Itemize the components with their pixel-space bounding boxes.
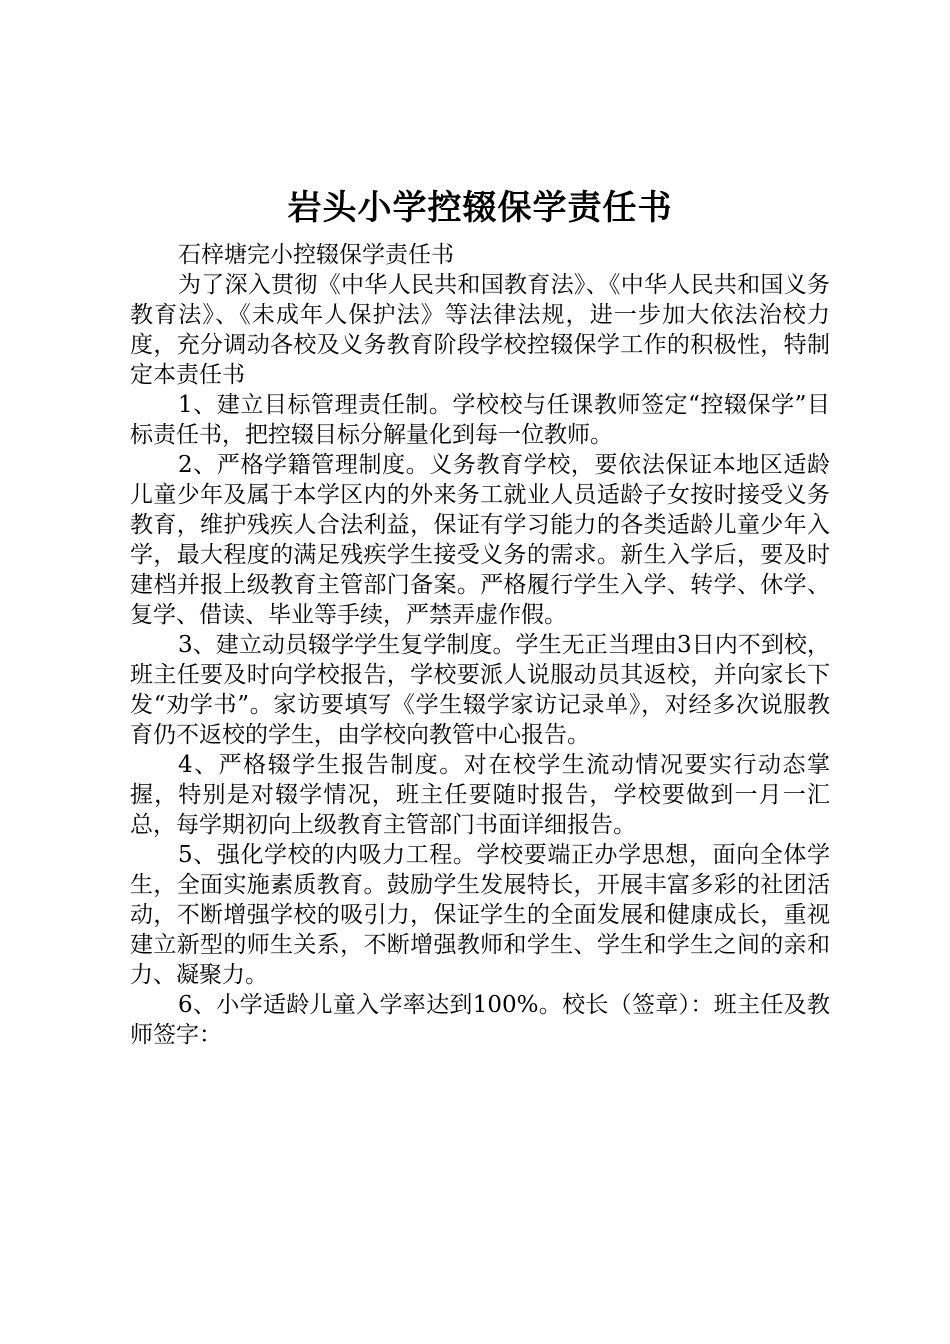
document-subtitle: 石梓塘完小控辍保学责任书 xyxy=(178,242,454,268)
paragraph-item-6: 6、小学适龄儿童入学率达到100%。校长（签章）：班主任及教师签字： xyxy=(130,992,830,1048)
document-title: 岩头小学控辍保学责任书 xyxy=(287,188,673,228)
paragraph-item-5: 5、强化学校的内吸力工程。学校要端正办学思想，面向全体学生，全面实施素质教育。鼓励学生发展特长，开展丰富多彩的社团活动，不断增强学校的吸引力，保证学生的全面发展和健康成长，重视建立新型的师生关系，不断增强教师和学生、学生和学生之间的亲和力、凝聚力。 xyxy=(130,842,830,988)
paragraph-item-3: 3、建立动员辍学学生复学制度。学生无正当理由3日内不到校，班主任要及时向学校报告，学校要派人说服动员其返校，并向家长下发“劝学书”。家访要填写《学生辍学家访记录单》，对经多次说服教育仍不返校的学生，由学校向教管中心报告。 xyxy=(130,632,830,748)
paragraph-item-4: 4、严格辍学生报告制度。对在校学生流动情况要实行动态掌握，特别是对辍学情况，班主任要随时报告，学校要做到一月一汇总，每学期初向上级教育主管部门书面详细报告。 xyxy=(130,752,830,838)
paragraph-item-2: 2、严格学籍管理制度。义务教育学校，要依法保证本地区适龄儿童少年及属于本学区内的外来务工就业人员适龄子女按时接受义务教育，维护残疾人合法利益，保证有学习能力的各类适龄儿童少年入学，最大程度的满足残疾学生接受义务的需求。新生入学后，要及时建档并报上级教育主管部门备案。严格履行学生入学、转学、休学、复学、借读、毕业等手续，严禁弄虚作假。 xyxy=(130,452,830,628)
paragraph-intro: 为了深入贯彻《中华人民共和国教育法》、《中华人民共和国义务教育法》、《未成年人保护法》等法律法规，进一步加大依法治校力度，充分调动各校及义务教育阶段学校控辍保学工作的积极性，特制定本责任书 xyxy=(130,272,830,388)
paragraph-item-1: 1、建立目标管理责任制。学校校与任课教师签定“控辍保学”目标责任书，把控辍目标分解量化到每一位教师。 xyxy=(130,392,830,448)
document-page xyxy=(130,180,830,1050)
